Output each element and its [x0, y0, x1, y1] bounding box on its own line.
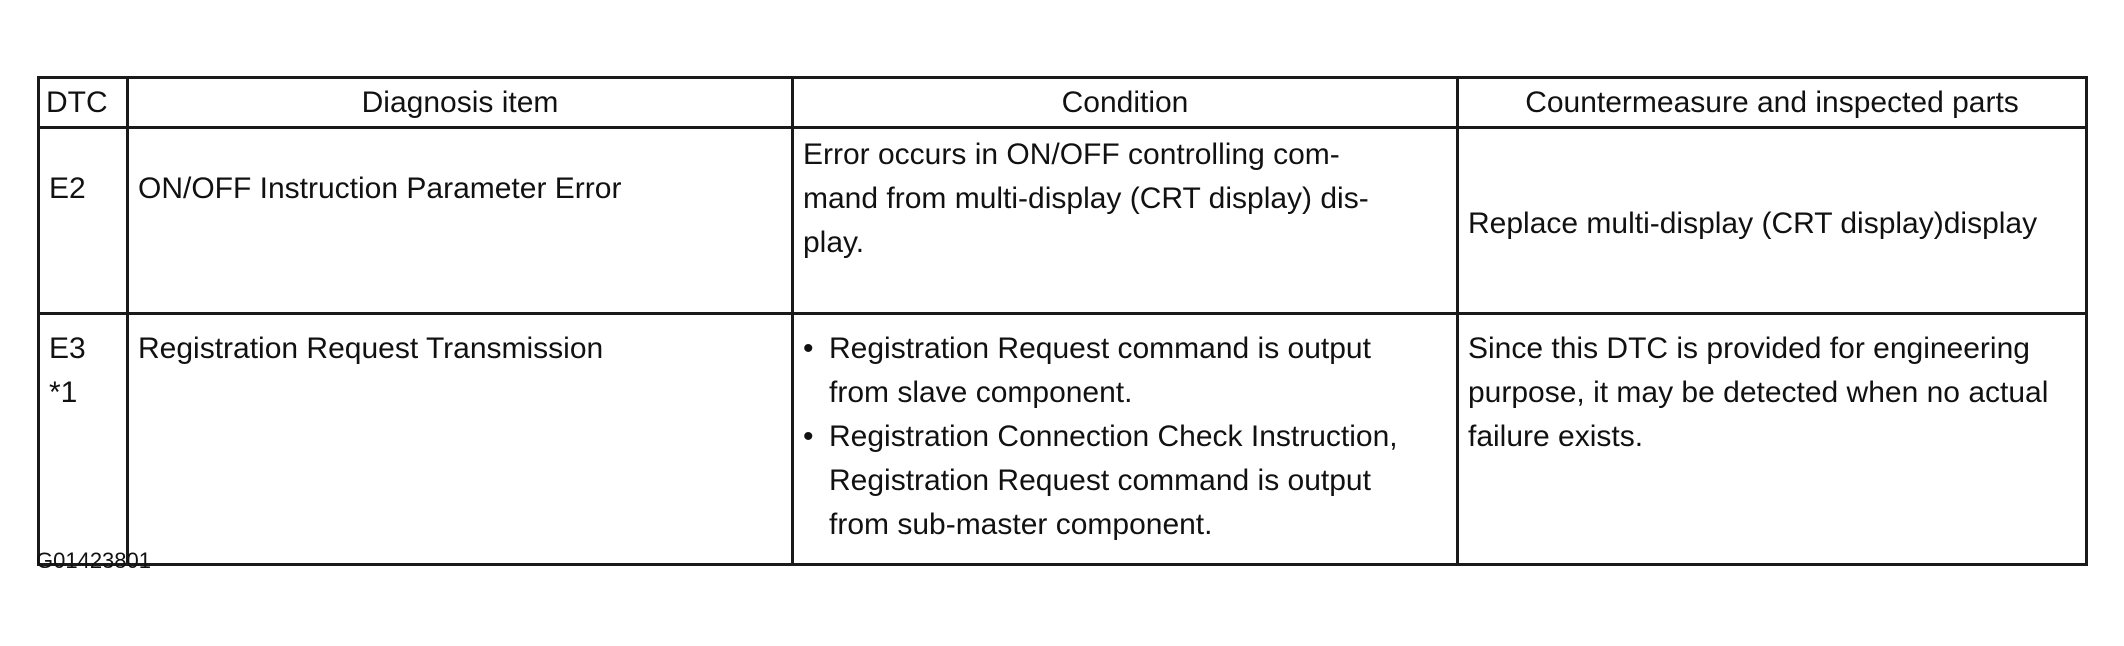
dtc-code-cell: [39, 314, 128, 565]
countermeasure-text: Replace multi-display (CRT display)display: [1468, 206, 2038, 240]
bullet-icon: •: [803, 420, 814, 453]
header-condition: Condition: [793, 78, 1458, 128]
diagnosis-item-text: Registration Request Transmission: [138, 332, 604, 365]
diagnosis-item-text: ON/OFF Instruction Parameter Error: [138, 172, 622, 205]
condition-cell: [793, 128, 1458, 314]
condition-line: Registration Connection Check Instruction,: [829, 420, 1398, 453]
header-diagnosis-item: Diagnosis item: [128, 78, 793, 128]
dtc-code: E2: [49, 172, 86, 205]
dtc-code: E3: [49, 332, 86, 365]
condition-line: Error occurs in ON/OFF controlling com-: [803, 138, 1340, 171]
condition-line: Registration Request command is output: [829, 464, 1371, 497]
condition-bullet-item: [803, 327, 1447, 415]
dtc-footnote-mark: *1: [49, 376, 78, 409]
dtc-code-cell: [39, 128, 128, 314]
countermeasure-line: Since this DTC is provided for engineering: [1468, 332, 2030, 365]
condition-line: play.: [803, 226, 865, 259]
diagnosis-item-cell: [128, 314, 793, 565]
table-row: [39, 128, 2087, 314]
condition-bullet-item: [803, 415, 1447, 547]
figure-code: G01423801: [36, 548, 151, 573]
condition-line: mand from multi-display (CRT display) dis-: [803, 182, 1369, 215]
header-countermeasure: Countermeasure and inspected parts: [1458, 78, 2087, 128]
table-body: [39, 128, 2087, 565]
header-dtc: DTC: [39, 78, 128, 128]
condition-cell: [793, 314, 1458, 565]
diagnosis-item-cell: [128, 128, 793, 314]
condition-bullet-list: [803, 327, 1447, 547]
condition-line: from sub-master component.: [829, 508, 1213, 541]
dtc-table: [37, 76, 2088, 566]
table-header: [39, 78, 2087, 128]
bullet-icon: •: [803, 332, 814, 365]
table-row: [39, 314, 2087, 565]
condition-line: Registration Request command is output: [829, 332, 1371, 365]
countermeasure-cell: [1458, 314, 2087, 565]
countermeasure-line: failure exists.: [1468, 420, 1644, 453]
header-row: [39, 78, 2087, 128]
countermeasure-line: purpose, it may be detected when no actual: [1468, 376, 2049, 409]
condition-line: from slave component.: [829, 376, 1133, 409]
countermeasure-cell: [1458, 128, 2087, 314]
